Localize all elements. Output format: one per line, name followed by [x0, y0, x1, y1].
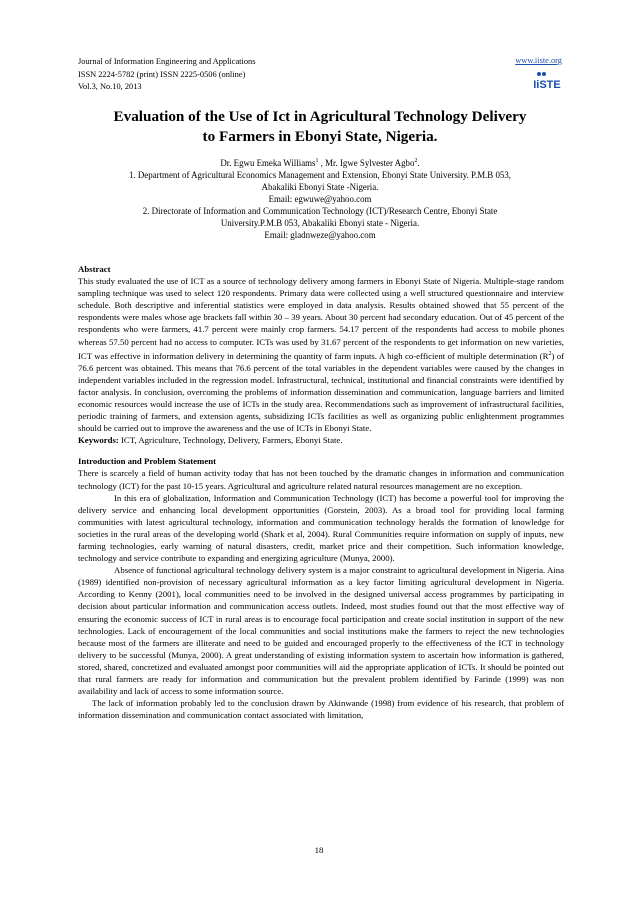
- journal-volume: Vol.3, No.10, 2013: [78, 82, 142, 91]
- affiliation-2-line-1: 2. Directorate of Information and Communication Technology (ICT)/Research Centre, Ebonyi State: [142, 205, 498, 216]
- keywords: Keywords: ICT, Agriculture, Technology, Delivery, Farmers, Ebonyi State.: [78, 435, 343, 446]
- abstract-heading: Abstract: [78, 264, 111, 274]
- affiliation-1-line-2: Abakaliki Ebonyi State -Nigeria.: [261, 181, 379, 192]
- intro-paragraph-2: In this era of globalization, Information and Communication Technology (ICT) has become a powerful tool for improving the delivery service and enhancing local development opportunities (Gorstein, 2003). As a broad tool for providing local farming communities with latest agricultural technology, information and communication technology heralds the formation of knowledge for societies in the rural areas of the developing world (Shark et al, 2004). Rural Communities require information on supply of inputs, new farming technologies, early warning of natural disasters, credit, market price and their competition. Such information knowledge, technology and service contribute to expanding and energizing agriculture (Munya, 2000).: [78, 492, 564, 564]
- introduction-heading: Introduction and Problem Statement: [78, 456, 216, 467]
- journal-issn: ISSN 2224-5782 (print) ISSN 2225-0506 (online): [78, 69, 246, 79]
- title-line-1: Evaluation of the Use of Ict in Agricultural Technology Delivery: [113, 108, 527, 125]
- journal-url-link[interactable]: www.iiste.org: [515, 56, 562, 65]
- intro-paragraph-3: Absence of functional agricultural technology delivery system is a major constraint to agricultural development in Nigeria. Aina (1989) identified non-provision of necessary agricultural information as a key factor limiting agricultural development in Nigeria. According to Kenny (2001), local communities need to be involved in the designed universal access programmes by participating in decision about particular information and communication access outlets. Indeed, most studies found out that the most effective way of ensuring the economic success of ICT in rural areas is to encourage focal participation and create social institution in support of the new technologies. Lack of encouragement of the local communities and social institutions make the farmers to reject the new technologies because most of the farmers are illiterate and need to be guided and encouraged properly to the effectiveness of the ICT in technology delivery to be successful (Munya, 2000). A great understanding of existing information system to ascertain how information is gathered, stored, shared, concretized and evaluated amongst poor communities will aid the appropriate application of ICTs. It should be pointed out that rural farmers are ready for information and communication but the prevalent problem identified by Farinde (1999) was non availability and lack of access to some information source.: [78, 565, 564, 697]
- paper-title: [78, 107, 562, 147]
- affiliation-2-line-2: University.P.M.B 053, Abakaliki Ebonyi state - Nigeria.: [220, 217, 420, 228]
- title-line-2: to Farmers in Ebonyi State, Nigeria.: [202, 128, 438, 145]
- iiste-logo-icon: [532, 70, 562, 92]
- svg-text:IiSTE: IiSTE: [533, 79, 561, 91]
- author-names: Dr. Egwu Emeka Williams$^1$ , Mr. Igwe Sylvester Agbo$^2$.: [220, 157, 420, 168]
- page-number: 18: [314, 845, 324, 855]
- intro-paragraph-1: There is scarcely a field of human activity today that has not been touched by the dramatic changes in information and communication technology (ICT) for the past 10-15 years. Agricultural and agriculture related natural resources management are no exception.: [78, 468, 564, 491]
- paper-body: [78, 263, 564, 721]
- abstract-text: This study evaluated the use of ICT as a source of technology delivery among farmers in Ebonyi State of Nigeria. Multiple-stage random sampling technique was used to select 120 respondents. Primary data were collected using a well structured questionnaire and interview schedule. Both descriptive and inferential statistics were employed in data analysis. Results obtained showed that 55 percent of the respondents were males whose age brackets fall within 30 – 39 years. About 30 percent had secondary education. Out of 45 percent of the respondents who were farmers, 41.7 percent were mainly crop farmers. 54.17 percent of the respondents had access to mobile phones whereas 57.50 percent had no access to computer. ICTs was used by 31.67 percent of the respondents to get information on new varieties, ICT was effective in information delivery in determining the quantity of farm inputs. A high co-efficient of multiple determination $(R^2)$ of 76.6 percent was obtained. This means that 76.6 percent of the total variables in the dependent variables were caused by the changes in independent variables included in the regression model. Infrastructural, technical, institutional and financial constraints were identified by factor analysis. In conclusion, overcoming the problems of information dissemination and communication, language barriers and limited economic resources would increase the use of ICTs in the study area. Recommendations such as improvement of infrastructural facilities, periodic training of farmers, and extension agents, subsidizing ICTs facilities as well as organizing public enlightenment programmes should be carried out to improve the awareness and the use of ICTs in Ebonyi State.: [78, 276, 565, 434]
- affiliation-1-line-1: 1. Department of Agricultural Economics Management and Extension, Ebonyi State University. P.M.B 053,: [129, 169, 511, 180]
- journal-header: [78, 56, 255, 94]
- author-2-email: Email: gladnweze@yahoo.com: [264, 229, 376, 240]
- intro-paragraph-4: The lack of information probably led to the conclusion drawn by Akinwande (1998) from evidence of his research, that problem of information dissemination and communication contact associated with limitation,: [78, 698, 564, 721]
- journal-name: Journal of Information Engineering and Applications: [78, 57, 256, 66]
- author-1-email: Email: egwuwe@yahoo.com: [268, 193, 372, 204]
- author-block: [78, 155, 562, 241]
